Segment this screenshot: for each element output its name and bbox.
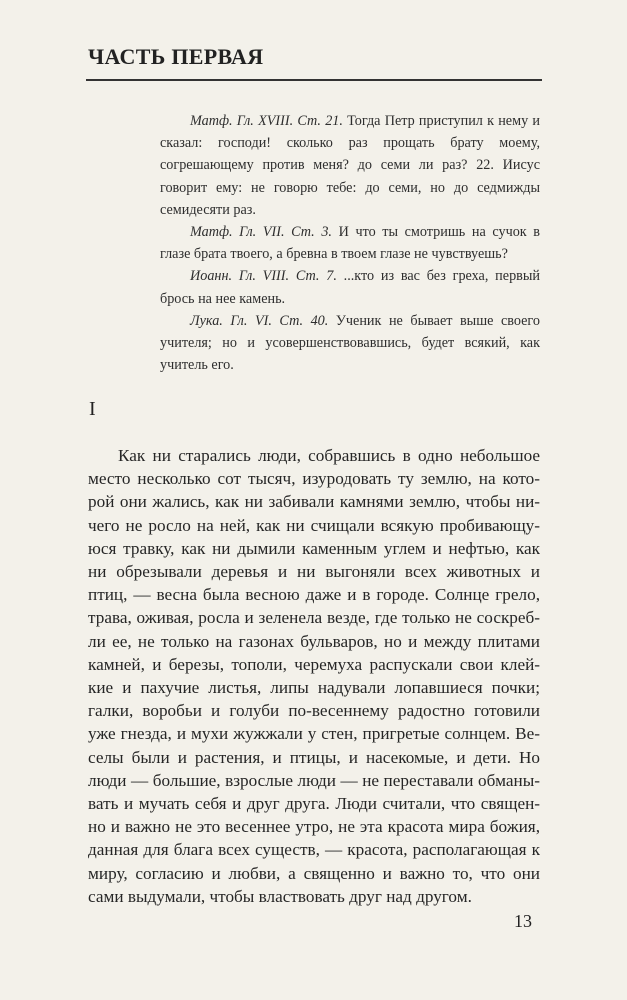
chapter-number: I [89,398,96,420]
body-line: рой они жались, как ни забивали камнями землю, чтобы ни- [88,492,540,512]
body-line: камней, и березы, тополи, черемуха распускали свои клей- [88,654,540,674]
body-line: трава, оживая, росла и зеленела везде, где только не соскреб- [88,608,540,628]
epigraph-text: ...кто из вас без греха, первый брось на нее камень. [160,268,540,307]
epigraph-source: Лука. Гл. VI. Ст. 40. [190,312,329,329]
body-line: галки, воробьи и голуби по-весеннему радостно готовили [88,701,540,721]
epigraph-text: Тогда Петр приступил к нему и сказал: господи! сколько раз прощать брату моему, согрешающему против меня? до семи ли раз? 22. Иисус говорит ему: не говорю тебе: до семи, но до седмижды семидесяти раз. [160,113,540,218]
body-line: миру, согласию и любви, а священно и важно то, что они [88,863,540,883]
body-line: Как ни старались люди, собравшись в одно небольшое [118,446,540,465]
epigraph-text: И что ты смотришь на сучок в глазе брата твоего, а бревна в твоем глазе не чувствуешь? [160,224,540,263]
epigraph-source: Матф. Гл. XVIII. Ст. 21. [190,113,343,129]
epigraph-block [160,110,540,376]
body-line: сами выдумали, чтобы властвовать друг над другом. [88,886,472,906]
epigraph-item [160,265,540,309]
epigraph-text: Ученик не бывает выше своего учителя; но и усовершенствовавшись, будет всякий, как учитель его. [160,312,540,374]
body-line: вать и мучать себя и друг друга. Люди считали, что священ- [88,794,540,814]
body-line: место несколько сот тысяч, изуродовать ту землю, на кото- [88,469,540,489]
epigraph-source: Иоанн. Гл. VIII. Ст. 7. [190,268,337,285]
epigraph-item [160,310,540,377]
body-line: кие и пахучие листья, липы надували лопавшиеся почки; [88,678,540,698]
header-rule [86,79,542,81]
epigraph-item [160,221,540,265]
body-line: уже гнезда, и мухи жужжали у стен, пригретые солнцем. Ве- [88,724,540,744]
epigraph-item [160,110,540,221]
body-line: юся травку, как ни дымили каменным углем и нефтью, как [88,538,540,558]
body-line: птиц, — весна была весною даже и в городе. Солнце грело, [88,585,540,605]
body-line: селы были и растения, и птицы, и насекомые, и дети. Но [88,747,540,767]
body-line: данная для блага всех существ, — красота, располагающая к [88,840,540,860]
body-line: ли ее, не только на газонах бульваров, но и между плитами [88,631,540,651]
body-line: ни обрезывали деревья и ни выгоняли всех животных и [88,562,540,582]
body-line: люди — большие, взрослые люди — не переставали обманы- [88,770,540,790]
body-line: но и важно не это весеннее утро, не эта красота мира божия, [88,817,540,837]
part-title: ЧАСТЬ ПЕРВАЯ [88,44,264,69]
epigraph-source: Матф. Гл. VII. Ст. 3. [190,224,332,241]
body-line: чего не росло на ней, как ни счищали всякую пробивающу- [88,515,540,535]
page-number: 13 [514,911,532,931]
chapter-body-text [88,444,540,908]
